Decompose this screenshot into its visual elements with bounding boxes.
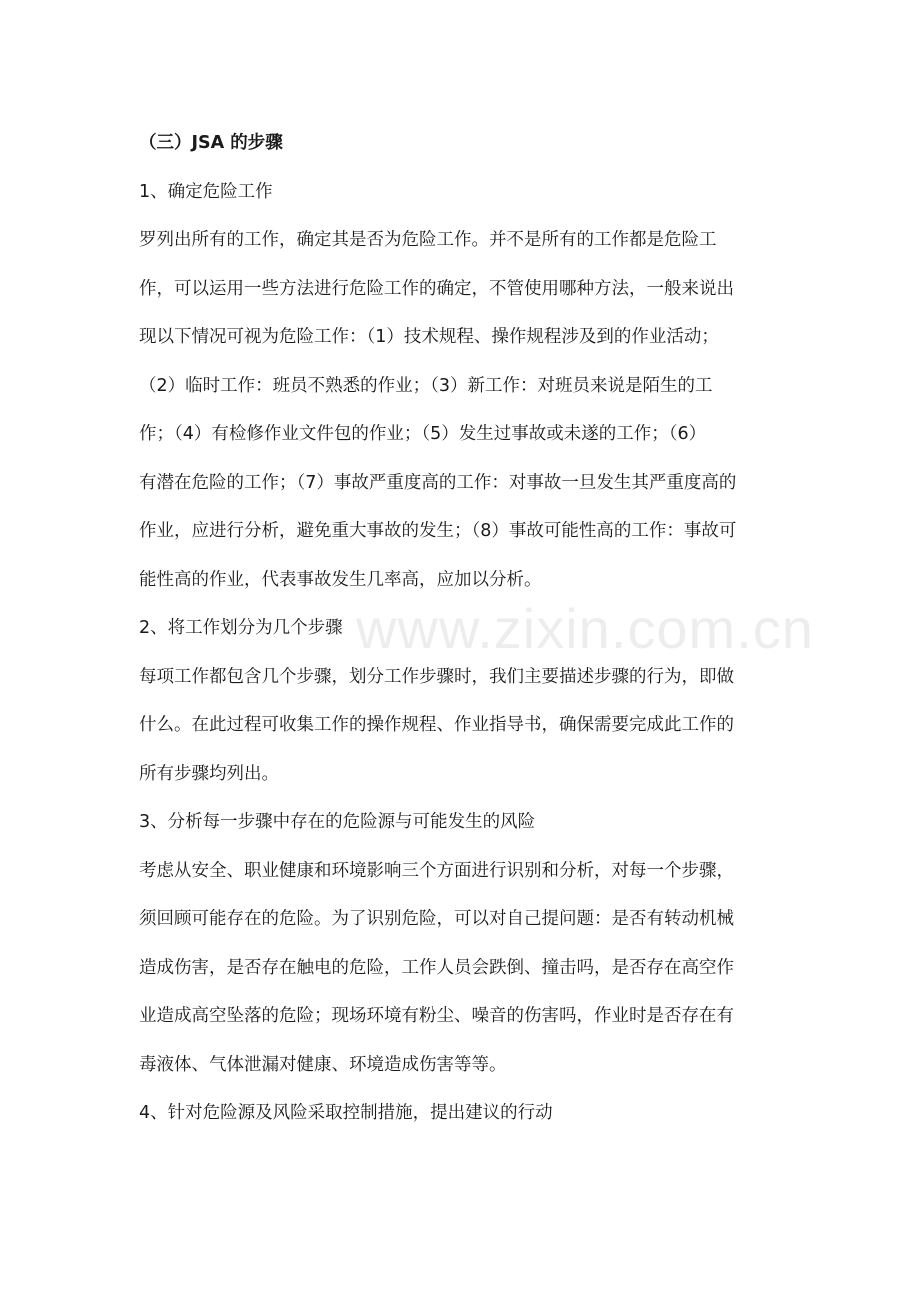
paragraph-line: 毒液体、气体泄漏对健康、环境造成伤害等等。 [139,1054,507,1075]
paragraph-line: 造成伤害，是否存在触电的危险，工作人员会跌倒、撞击吗，是否存在高空作 [139,957,734,978]
paragraph-line: 作，可以运用一些方法进行危险工作的确定，不管使用哪种方法，一般来说出 [139,278,734,299]
paragraph-line: 有潜在危险的工作；（7）事故严重度高的工作：对事故一旦发生其严重度高的 [139,472,737,493]
document-body [139,119,784,1138]
watermark-text: www.zixin.com.cn [356,597,814,660]
paragraph-line: 须回顾可能存在的危险。为了识别危险，可以对自己提问题：是否有转动机械 [139,909,734,929]
paragraph-line: 作；（4）有检修作业文件包的作业；（5）发生过事故或未遂的工作；（6） [139,424,707,444]
step-heading-1: 1、确定危险工作 [139,181,273,202]
paragraph-line: 能性高的作业，代表事故发生几率高，应加以分析。 [139,569,542,590]
paragraph-line: 现以下情况可视为危险工作：（1）技术规程、操作规程涉及到的作业活动； [139,327,719,347]
paragraph-line: 所有步骤均列出。 [139,763,279,784]
step-heading-3: 3、分析每一步骤中存在的危险源与可能发生的风险 [139,812,536,832]
section-heading: （三）JSA 的步骤 [139,133,283,153]
paragraph-line: 考虑从安全、职业健康和环境影响三个方面进行识别和分析，对每一个步骤， [139,860,734,881]
paragraph-line: 什么。在此过程可收集工作的操作规程、作业指导书，确保需要完成此工作的 [139,715,734,735]
paragraph-line: 业造成高空坠落的危险；现场环境有粉尘、噪音的伤害吗，作业时是否存在有 [139,1006,734,1026]
paragraph-line: 每项工作都包含几个步骤，划分工作步骤时，我们主要描述步骤的行为，即做 [139,666,734,687]
step-heading-4: 4、针对危险源及风险采取控制措施，提出建议的行动 [139,1103,553,1123]
step-heading-2: 2、将工作划分为几个步骤 [139,618,343,638]
paragraph-line: （2）临时工作：班员不熟悉的作业；（3）新工作：对班员来说是陌生的工 [139,375,713,396]
paragraph-line: 罗列出所有的工作，确定其是否为危险工作。并不是所有的工作都是危险工 [139,230,717,250]
paragraph-line: 作业，应进行分析，避免重大事故的发生；（8）事故可能性高的工作：事故可 [139,521,737,541]
